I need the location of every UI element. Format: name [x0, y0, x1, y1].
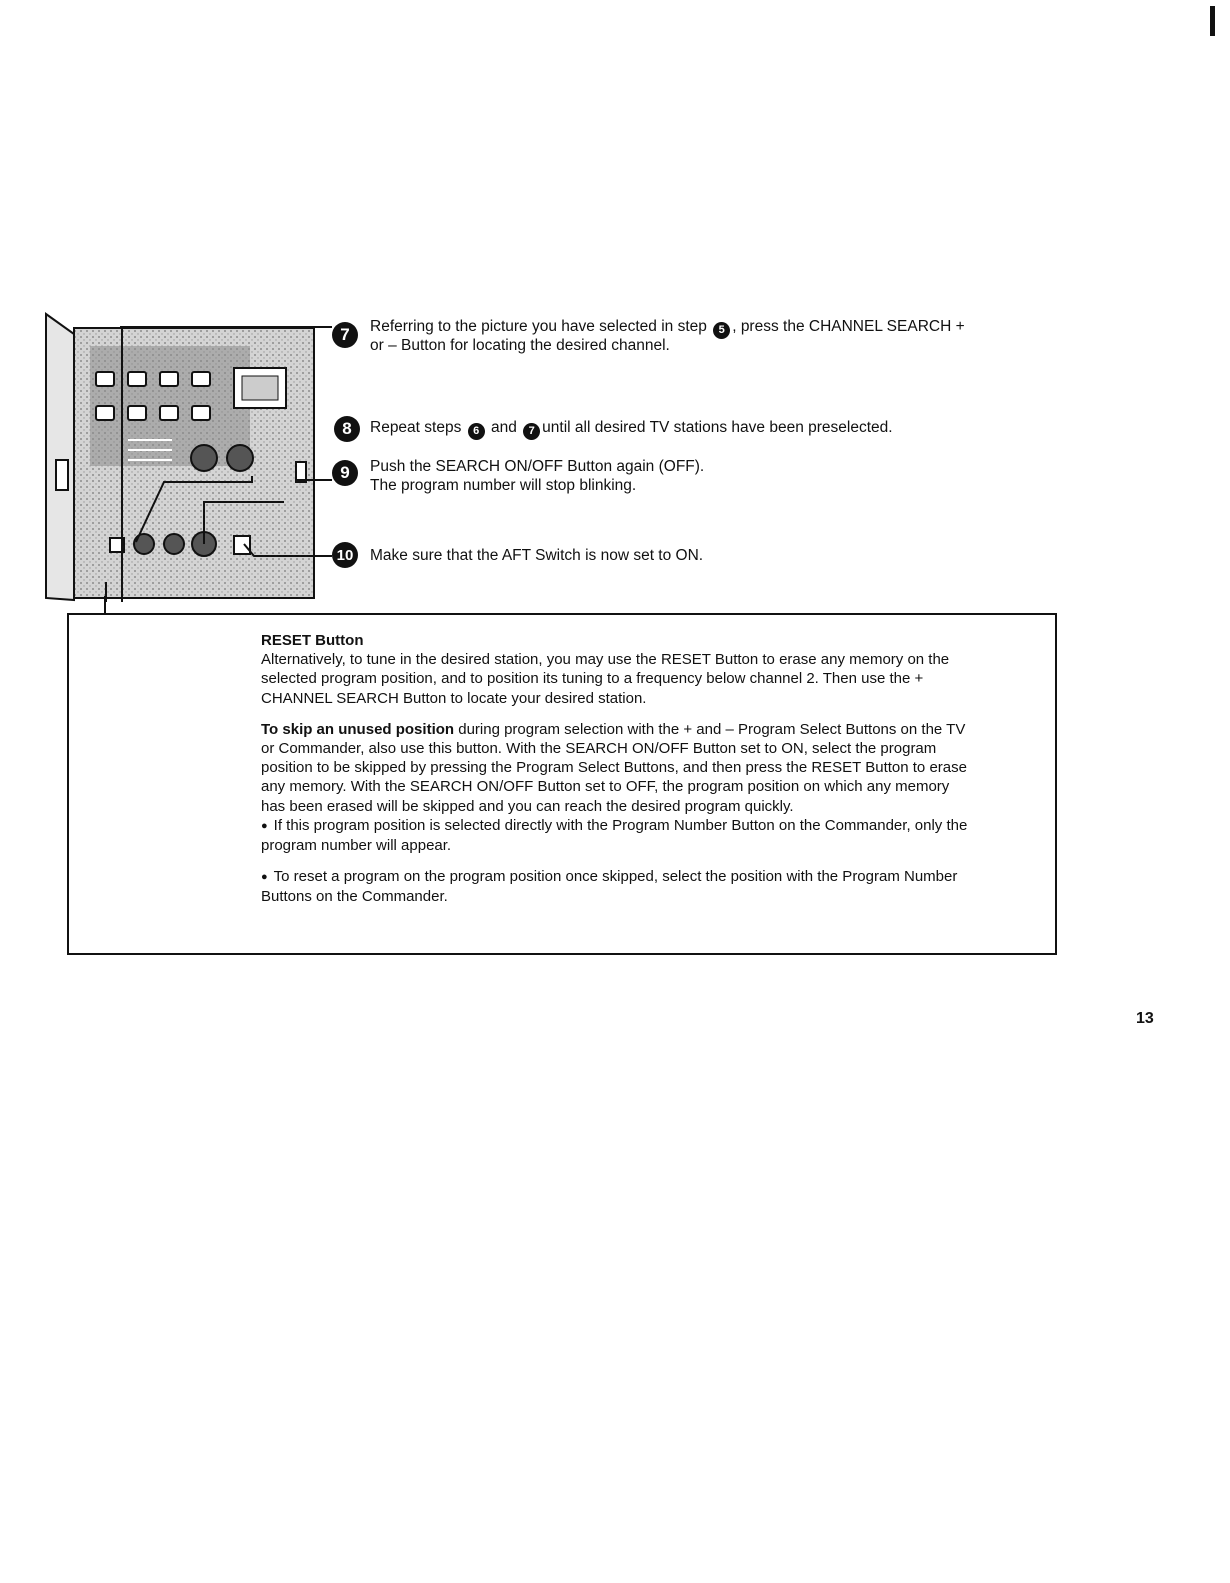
reset-note-bullet-2: ● To reset a program on the program position once skipped, select the position with the Program Number Buttons on the Commander.	[261, 867, 976, 906]
step-7-line2: or – Button for locating the desired channel.	[370, 337, 670, 354]
reset-note-para2-rest: during program selection with the + and – Program Select Buttons on the TV or Commander, also use this button. With the SEARCH ON/OFF Button set to ON, select the program position to be skipped by pressing the Program Select Buttons, and then press the RESET Button to erase any memory. With the SEARCH ON/OFF Button set to OFF, the program position on which any memory has been erased will be skipped and you can reach the desired program quickly.	[261, 720, 967, 815]
paragraph-gap	[261, 855, 976, 867]
step-7-line1-suffix: , press the CHANNEL SEARCH +	[732, 318, 965, 335]
edge-mark	[1210, 6, 1215, 36]
step-10-line1: Make sure that the AFT Switch is now set to ON.	[370, 547, 704, 564]
leader-step-9	[296, 479, 332, 481]
step-8-badge: 8	[334, 416, 360, 442]
tv-panel-illustration	[44, 312, 316, 602]
leader-step-10	[314, 555, 332, 557]
step-7-badge: 7	[332, 322, 358, 348]
ref-step-6: 6	[468, 423, 485, 440]
reset-note-title: RESET Button	[261, 632, 364, 649]
reset-note-bullet-1: ● If this program position is selected directly with the Program Number Button on the Commander, only the program number will appear.	[261, 816, 976, 855]
step-8-suffix: until all desired TV stations have been preselected.	[542, 419, 893, 436]
step-9-badge: 9	[332, 460, 358, 486]
page-number: 13	[1136, 1010, 1154, 1027]
paragraph-gap	[261, 708, 976, 720]
reset-note-para2-bold: To skip an unused position	[261, 720, 455, 738]
step-9-line1: Push the SEARCH ON/OFF Button again (OFF).	[370, 458, 705, 475]
step-8-mid: and	[490, 419, 517, 436]
reset-note-para2	[261, 720, 976, 816]
reset-note-box	[67, 613, 1057, 955]
reset-note-para1: Alternatively, to tune in the desired station, you may use the RESET Button to erase any memory on the selected program position, and to position its tuning to a frequency below channel 2. Then use the + CHANNEL SEARCH Button to locate your desired station.	[261, 651, 950, 707]
leader-note-box	[104, 596, 106, 614]
step-8-prefix: Repeat steps	[370, 419, 462, 436]
leader-step-7	[120, 326, 332, 328]
step-8-text	[370, 418, 893, 440]
step-7-line1-prefix: Referring to the picture you have selected in step	[370, 318, 707, 335]
reset-note-content	[261, 631, 976, 907]
step-9-line2: The program number will stop blinking.	[370, 477, 637, 494]
step-10-badge: 10	[332, 542, 358, 568]
ref-step-7: 7	[523, 423, 540, 440]
ref-step-5: 5	[713, 322, 730, 339]
